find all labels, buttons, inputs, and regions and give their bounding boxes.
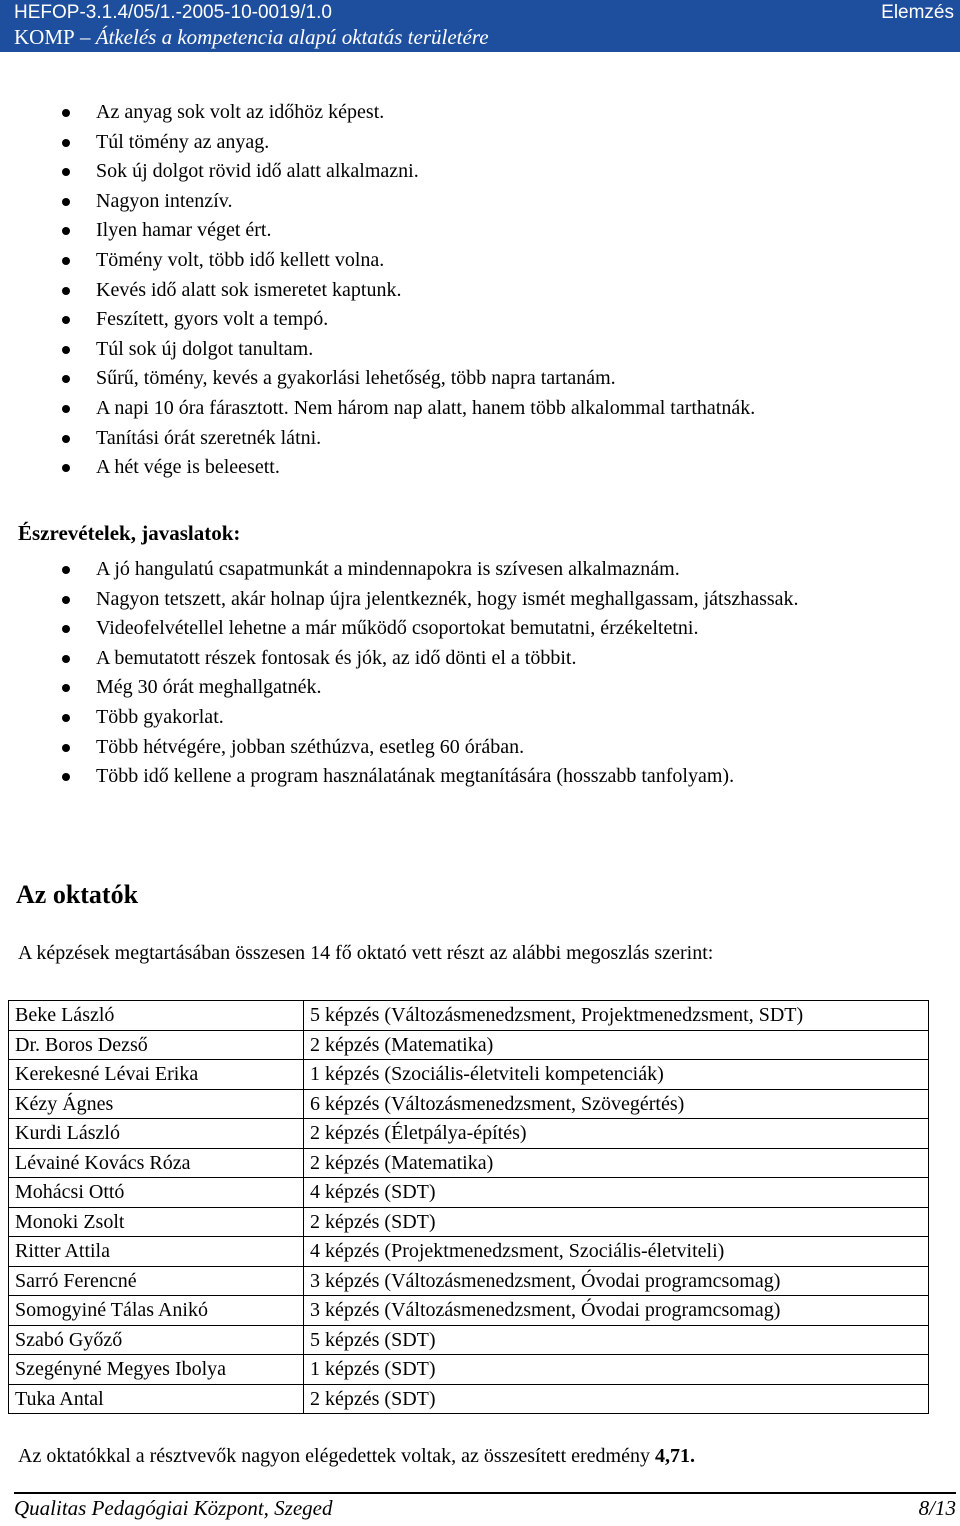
table-row — [9, 1148, 929, 1178]
course-info: 6 képzés (Változásmenedzsment, Szövegértés) — [304, 1089, 929, 1119]
instructor-name: Sarró Ferencné — [9, 1266, 304, 1296]
instructor-name: Szabó Győző — [9, 1325, 304, 1355]
course-info: 2 képzés (SDT) — [304, 1207, 929, 1237]
course-info: 1 képzés (Szociális-életviteli kompetenciák) — [304, 1060, 929, 1090]
table-row — [9, 1207, 929, 1237]
table-row — [9, 1266, 929, 1296]
list-item-text: Sok új dolgot rövid idő alatt alkalmazni. — [96, 160, 419, 183]
intro-paragraph: A képzések megtartásában összesen 14 fő oktató vett részt az alábbi megoszlás szerint: — [18, 942, 714, 964]
list-item — [0, 703, 960, 733]
bullet-icon — [62, 714, 70, 722]
list-item — [0, 276, 960, 306]
instructor-name: Ritter Attila — [9, 1237, 304, 1267]
suggestions-list — [0, 555, 960, 792]
list-item — [0, 335, 960, 365]
course-info: 4 képzés (SDT) — [304, 1178, 929, 1208]
bullet-icon — [62, 257, 70, 265]
project-subtitle — [14, 25, 489, 50]
list-item-text: Még 30 órát meghallgatnék. — [96, 676, 322, 699]
list-item-text: Az anyag sok volt az időhöz képest. — [96, 101, 385, 123]
course-info: 1 képzés (SDT) — [304, 1355, 929, 1385]
table-row — [9, 1060, 929, 1090]
instructor-name: Lévainé Kovács Róza — [9, 1148, 304, 1178]
bullet-icon — [62, 227, 70, 235]
suggestions-heading: Észrevételek, javaslatok: — [18, 521, 241, 545]
instructor-name: Kurdi László — [9, 1119, 304, 1149]
table-row — [9, 1296, 929, 1326]
table-row — [9, 1030, 929, 1060]
course-info: 3 képzés (Változásmenedzsment, Óvodai programcsomag) — [304, 1266, 929, 1296]
list-item — [0, 614, 960, 644]
list-item-text: Túl sok új dolgot tanultam. — [96, 337, 314, 360]
bullet-icon — [62, 287, 70, 295]
table-row — [9, 1355, 929, 1385]
bullet-icon — [62, 773, 70, 781]
list-item-text: Nagyon intenzív. — [96, 189, 233, 212]
project-subtitle-prefix: KOMP — [14, 25, 75, 49]
page-header — [0, 0, 960, 52]
list-item-text: Nagyon tetszett, akár holnap újra jelentkeznék, hogy ismét meghallgassam, játszhassak. — [96, 587, 799, 610]
list-item — [0, 187, 960, 217]
list-item — [0, 762, 960, 792]
course-info: 5 képzés (SDT) — [304, 1325, 929, 1355]
summary-paragraph — [18, 1445, 695, 1468]
instructor-name: Szegényné Megyes Ibolya — [9, 1355, 304, 1385]
course-info: 2 képzés (SDT) — [304, 1384, 929, 1414]
bullet-icon — [62, 139, 70, 147]
bullet-icon — [62, 684, 70, 692]
list-item — [0, 394, 960, 424]
table-row — [9, 1237, 929, 1267]
bullet-icon — [62, 655, 70, 663]
project-code: HEFOP-3.1.4/05/1.-2005-10-0019/1.0 — [14, 2, 332, 23]
table-row — [9, 1178, 929, 1208]
list-item-text: A bemutatott részek fontosak és jók, az idő dönti el a többit. — [96, 646, 577, 669]
list-item — [0, 128, 960, 158]
list-item — [0, 364, 960, 394]
instructor-name: Beke László — [9, 1001, 304, 1031]
bullet-icon — [62, 198, 70, 206]
list-item-text: A hét vége is beleesett. — [96, 456, 280, 479]
bullet-icon — [62, 375, 70, 383]
list-item — [0, 246, 960, 276]
list-item — [0, 305, 960, 335]
list-item-text: A napi 10 óra fárasztott. Nem három nap alatt, hanem több alkalommal tarthatnák. — [96, 396, 756, 419]
table-row — [9, 1001, 929, 1031]
list-item — [0, 424, 960, 454]
list-item — [0, 453, 960, 483]
page-number: 8/13 — [918, 1496, 956, 1520]
feedback-list — [0, 98, 960, 483]
bullet-icon — [62, 405, 70, 413]
table-row — [9, 1325, 929, 1355]
list-item-text: Ilyen hamar véget ért. — [96, 219, 272, 242]
course-info: 4 képzés (Projektmenedzsment, Szociális-életviteli) — [304, 1237, 929, 1267]
list-item — [0, 673, 960, 703]
list-item-text: Feszített, gyors volt a tempó. — [96, 308, 329, 331]
instructor-name: Monoki Zsolt — [9, 1207, 304, 1237]
list-item — [0, 644, 960, 674]
project-subtitle-title: – Átkelés a kompetencia alapú oktatás területére — [74, 25, 489, 49]
instructor-name: Mohácsi Ottó — [9, 1178, 304, 1208]
list-item — [0, 555, 960, 585]
list-item-text: Tömény volt, több idő kellett volna. — [96, 248, 385, 271]
instructor-name: Dr. Boros Dezső — [9, 1030, 304, 1060]
table-row — [9, 1089, 929, 1119]
list-item — [0, 98, 960, 128]
footer-organization: Qualitas Pedagógiai Központ, Szeged — [14, 1496, 333, 1520]
course-info: 2 képzés (Matematika) — [304, 1030, 929, 1060]
list-item — [0, 157, 960, 187]
course-info: 2 képzés (Matematika) — [304, 1148, 929, 1178]
list-item-text: Több hétvégére, jobban széthúzva, esetleg 60 órában. — [96, 735, 525, 758]
bullet-icon — [62, 625, 70, 633]
course-info: 2 képzés (Életpálya-építés) — [304, 1119, 929, 1149]
list-item-text: Tanítási órát szeretnék látni. — [96, 426, 322, 449]
list-item-text: Sűrű, tömény, kevés a gyakorlási lehetőség, több napra tartanám. — [96, 367, 616, 390]
instructors-table — [8, 1000, 929, 1414]
bullet-icon — [62, 566, 70, 574]
bullet-icon — [62, 435, 70, 443]
bullet-icon — [62, 168, 70, 176]
list-item-text: Videofelvétellel lehetne a már működő csoportokat bemutatni, érzékeltetni. — [96, 617, 699, 640]
list-item-text: Kevés idő alatt sok ismeretet kaptunk. — [96, 278, 402, 301]
list-item-text: Túl tömény az anyag. — [96, 130, 270, 153]
table-row — [9, 1384, 929, 1414]
bullet-icon — [62, 109, 70, 117]
bullet-icon — [62, 316, 70, 324]
list-item-text: A jó hangulatú csapatmunkát a mindennapokra is szívesen alkalmaznám. — [96, 558, 680, 580]
section-label: Elemzés — [881, 2, 954, 23]
instructor-name: Kerekesné Lévai Erika — [9, 1060, 304, 1090]
section-heading: Az oktatók — [16, 880, 139, 909]
list-item-text: Több idő kellene a program használatának megtanítására (hosszabb tanfolyam). — [96, 765, 735, 788]
bullet-icon — [62, 596, 70, 604]
bullet-icon — [62, 464, 70, 472]
bullet-icon — [62, 346, 70, 354]
course-info: 5 képzés (Változásmenedzsment, Projektmenedzsment, SDT) — [304, 1001, 929, 1031]
summary-value: 4,71. — [654, 1445, 695, 1467]
page-footer — [14, 1492, 956, 1521]
instructor-name: Kézy Ágnes — [9, 1089, 304, 1119]
table-row — [9, 1119, 929, 1149]
list-item-text: Több gyakorlat. — [96, 705, 224, 728]
list-item — [0, 733, 960, 763]
instructor-name: Tuka Antal — [9, 1384, 304, 1414]
list-item — [0, 216, 960, 246]
bullet-icon — [62, 744, 70, 752]
course-info: 3 képzés (Változásmenedzsment, Óvodai programcsomag) — [304, 1296, 929, 1326]
summary-text: Az oktatókkal a résztvevők nagyon elégedettek voltak, az összesített eredmény — [18, 1445, 655, 1467]
instructor-name: Somogyiné Tálas Anikó — [9, 1296, 304, 1326]
list-item — [0, 585, 960, 615]
